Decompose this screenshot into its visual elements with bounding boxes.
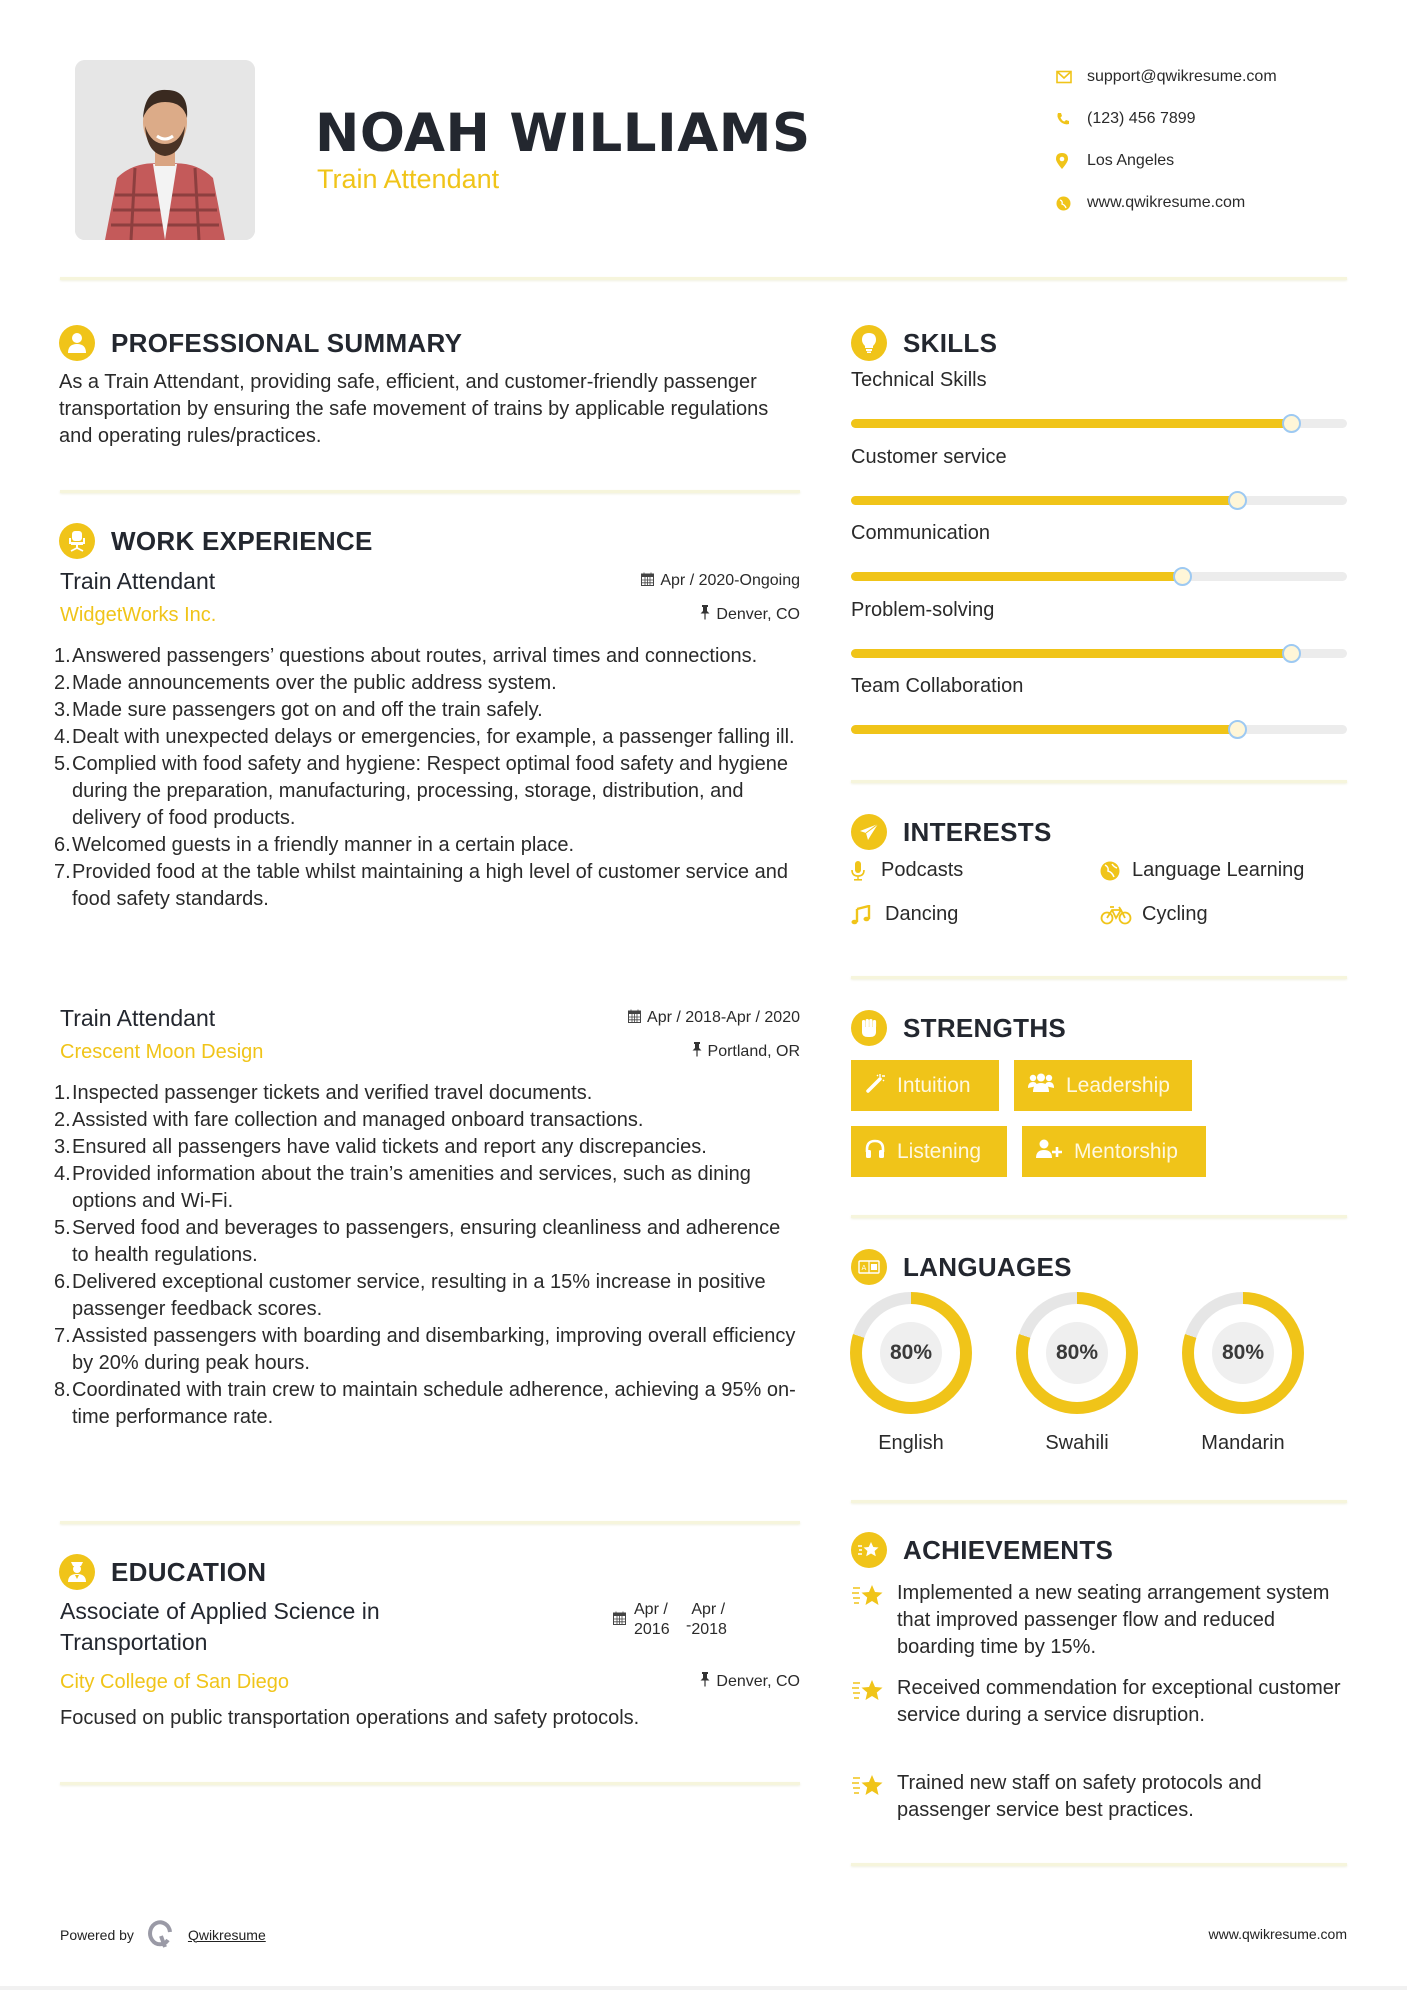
section-divider [851,1215,1347,1218]
section-divider [60,1521,800,1524]
bicycle-icon [1100,905,1142,925]
qwikresume-link[interactable]: Qwikresume [187,1926,266,1943]
calendar-icon [613,1611,626,1630]
contact-list [1052,56,1352,224]
language-item [1016,1292,1138,1455]
skill-slider[interactable] [851,496,1347,505]
header-divider [60,277,1347,280]
section-divider [60,490,800,493]
qwikresume-logo-icon [148,1918,174,1951]
section-divider [851,780,1347,783]
skills-heading [851,323,1347,363]
summary-section [59,323,800,450]
school-name: City College of San Diego [60,1670,290,1693]
contact-phone[interactable] [1052,98,1352,140]
education-description: Focused on public transportation operations and safety protocols. [60,1707,640,1729]
skill-label: Team Collaboration [851,675,1024,697]
svg-text:A: A [861,1264,867,1272]
footer-powered-by [60,1918,266,1951]
languages-section [851,1247,1347,1287]
envelope-icon [1052,70,1087,84]
company-name: Crescent Moon Design [60,1040,264,1063]
profile-photo [75,60,255,240]
calendar-icon [628,1009,641,1028]
skill-label: Problem-solving [851,599,995,621]
job-dates: Apr / 2018-Apr / 2020 [628,1009,800,1028]
email-text: support@qwikresume.com [1087,68,1277,85]
headphones-icon [865,1139,885,1165]
contact-location [1052,140,1352,182]
interests-heading [851,812,1347,852]
interest-item: Dancing [851,903,958,926]
person-photo-icon [75,60,255,240]
job-entry [54,1003,800,1431]
experience-section [59,521,800,561]
contact-website[interactable] [1052,182,1352,224]
list-item: 5. Complied with food safety and hygiene: Respect optimal food safety and hygiene during the preparation, manufacturing, processing, storage, distribution, and delivery of food products. [54,753,788,829]
user-plus-icon [1036,1139,1062,1165]
duties-list [54,1080,800,1431]
interest-item: Cycling [1100,903,1208,926]
experience-heading [59,521,800,561]
section-divider [851,1500,1347,1503]
summary-heading [59,323,800,363]
skill-slider[interactable] [851,419,1347,428]
strength-tag: Mentorship [1022,1126,1206,1177]
skill-item [851,444,1347,520]
map-pin-icon [1052,153,1087,169]
pushpin-icon [700,605,710,625]
list-item: 7. Assisted passengers with boarding and disembarking, improving overall efficiency by 20% during peak hours. [54,1325,796,1374]
star-icon [851,1675,897,1729]
list-item: 4. Provided information about the train’s amenities and services, such as dining options and Wi-Fi. [54,1163,751,1212]
section-title: ACHIEVEMENTS [903,1534,1114,1565]
candidate-name: NOAH WILLIAMS [315,103,811,164]
job-dates: Apr / 2020-Ongoing [641,572,800,591]
language-donut [1016,1292,1138,1414]
page-bottom-edge [0,1986,1407,1990]
users-icon [1028,1073,1054,1099]
skill-label: Technical Skills [851,369,987,391]
powered-by-label: Powered by [60,1926,134,1943]
list-item: 2. Made announcements over the public address system. [54,672,557,694]
job-location: Denver, CO [700,605,800,625]
section-title: LANGUAGES [903,1251,1072,1282]
paper-plane-icon [851,814,887,850]
languages-heading [851,1247,1347,1287]
language-percent: 80% [1046,1322,1108,1384]
footer-url[interactable]: www.qwikresume.com [1208,1926,1347,1942]
achievements-heading [851,1530,1347,1570]
phone-icon [1052,112,1087,126]
language-name: Mandarin [1201,1432,1285,1454]
music-note-icon [851,905,885,925]
list-item: 1. Inspected passenger tickets and verified travel documents. [54,1082,593,1104]
pushpin-icon [692,1042,702,1062]
list-item: 1. Answered passengers’ questions about routes, arrival times and connections. [54,645,758,667]
job-title: Train Attendant [60,567,216,594]
user-icon [59,325,95,361]
location-text: Los Angeles [1087,152,1175,169]
list-item: 8. Coordinated with train crew to maintain schedule adherence, achieving a 95% on-time performance rate. [54,1379,796,1428]
website-text: www.qwikresume.com [1087,194,1246,211]
pushpin-icon [700,1672,710,1692]
list-item: 3. Made sure passengers got on and off the train safely. [54,699,543,721]
graduate-icon [59,1554,95,1590]
achievement-item: Implemented a new seating arrangement system that improved passenger flow and reduced boarding time by 15%. [851,1580,1351,1661]
strength-tag: Listening [851,1126,1007,1177]
section-title: STRENGTHS [903,1012,1067,1043]
language-name: Swahili [1045,1432,1109,1454]
language-percent: 80% [1212,1322,1274,1384]
education-location: Denver, CO [700,1672,800,1692]
globe-icon [1100,861,1132,881]
achievement-item: Received commendation for exceptional customer service during a service disruption. [851,1675,1351,1729]
list-item: 2. Assisted with fare collection and managed onboard transactions. [54,1109,644,1131]
language-name: English [878,1432,944,1454]
education-heading [59,1552,800,1592]
language-donut [1182,1292,1304,1414]
interest-item: Language Learning [1100,859,1304,882]
skill-item [851,673,1347,749]
section-divider [60,1782,800,1785]
section-title: PROFESSIONAL SUMMARY [111,327,463,358]
office-chair-icon [59,523,95,559]
list-item: 5. Served food and beverages to passengers, ensuring cleanliness and adherence to health regulations. [54,1217,781,1266]
lightbulb-icon [851,325,887,361]
education-section [59,1552,800,1592]
magic-wand-icon [865,1073,885,1099]
education-dates: Apr / 2016 - Apr / 2018 [613,1600,727,1640]
list-item: 4. Dealt with unexpected delays or emergencies, for example, a passenger falling ill. [54,726,795,748]
strengths-section [851,1008,1347,1048]
duties-list [54,643,800,913]
globe-icon [1052,196,1087,211]
slider-thumb[interactable] [1282,644,1301,663]
phone-text: (123) 456 7899 [1087,110,1196,127]
section-divider [851,1863,1347,1866]
language-item [850,1292,972,1455]
skill-slider[interactable] [851,725,1347,734]
star-icon [851,1770,897,1824]
skill-item [851,367,1347,444]
skill-slider[interactable] [851,649,1347,658]
skill-label: Communication [851,522,990,544]
language-percent: 80% [880,1322,942,1384]
section-title: EDUCATION [111,1556,267,1587]
fist-icon [851,1010,887,1046]
interest-item: Podcasts [851,859,963,882]
skill-slider[interactable] [851,572,1347,581]
strength-tag: Intuition [851,1060,999,1111]
list-item: 7. Provided food at the table whilst maintaining a high level of customer service and food safety standards. [54,861,788,910]
company-name: WidgetWorks Inc. [60,603,217,626]
star-icon [851,1580,897,1661]
skills-list [851,367,1347,749]
candidate-title: Train Attendant [317,164,500,194]
slider-thumb[interactable] [1173,567,1192,586]
interests-section [851,812,1347,852]
skill-label: Customer service [851,446,1007,468]
contact-email[interactable] [1052,56,1352,98]
skills-section [851,323,1347,749]
list-item: 6. Welcomed guests in a friendly manner in a certain place. [54,834,575,856]
job-title: Train Attendant [60,1004,216,1031]
star-badge-icon [851,1532,887,1568]
degree-title: Associate of Applied Science in Transportation [60,1598,380,1655]
section-title: SKILLS [903,327,998,358]
list-item: 3. Ensured all passengers have valid tickets and report any discrepancies. [54,1136,707,1158]
education-entry [60,1596,800,1732]
achievements-section [851,1530,1347,1570]
slider-thumb[interactable] [1228,720,1247,739]
section-divider [851,976,1347,979]
slider-thumb[interactable] [1282,414,1301,433]
slider-thumb[interactable] [1228,491,1247,510]
calendar-icon [641,572,654,591]
skill-item [851,520,1347,597]
job-location: Portland, OR [692,1042,800,1062]
section-title: INTERESTS [903,816,1052,847]
strengths-heading [851,1008,1347,1048]
summary-text: As a Train Attendant, providing safe, efficient, and customer-friendly passenger transportation by ensuring the safe movement of trains by applicable regulations and operating rules/practices. [59,371,769,447]
skill-item [851,597,1347,673]
section-title: WORK EXPERIENCE [111,525,373,556]
list-item: 6. Delivered exceptional customer service, resulting in a 15% increase in positive passenger feedback scores. [54,1271,766,1320]
language-donut [850,1292,972,1414]
job-entry [54,566,800,913]
translate-icon [851,1249,887,1285]
language-item [1182,1292,1304,1455]
microphone-icon [851,861,881,881]
strength-tag: Leadership [1014,1060,1192,1111]
achievement-item: Trained new staff on safety protocols and passenger service best practices. [851,1770,1351,1824]
